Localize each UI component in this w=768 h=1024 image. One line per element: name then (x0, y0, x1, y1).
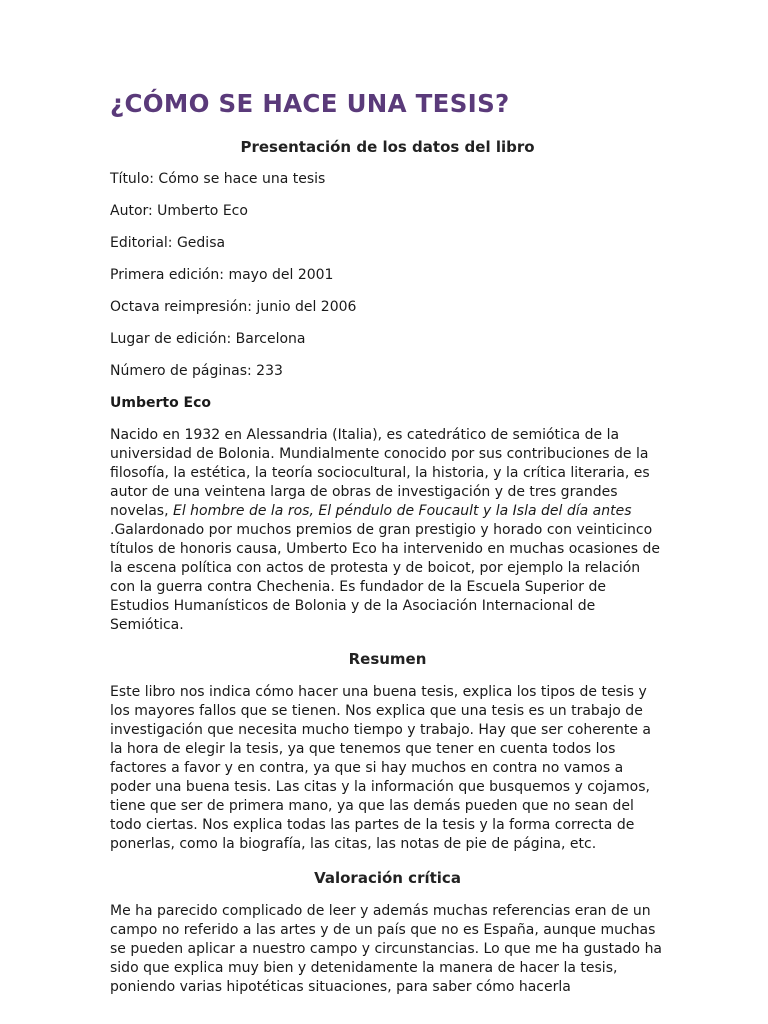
author-bio-part1: Nacido en 1932 en Alessandria (Italia), es catedrático de semiótica de la universidad de Bolonia. Mundialmente conocido por sus contribuciones de la filosofía, la estética, la teoría sociocultural, la historia, y la crítica literaria, es autor de una veintena larga de obras de investigación y de tres grandes novelas, (110, 427, 650, 519)
document-title: ¿CÓMO SE HACE UNA TESIS? (110, 89, 510, 118)
book-data-heading: Presentación de los datos del libro (240, 138, 535, 156)
field-author: Autor: Umberto Eco (110, 203, 248, 219)
field-first-edition: Primera edición: mayo del 2001 (110, 267, 334, 283)
field-title: Título: Cómo se hace una tesis (110, 171, 326, 187)
author-bio (110, 426, 665, 635)
summary-text: Este libro nos indica cómo hacer una buena tesis, explica los tipos de tesis y los mayores fallos que se tienen. Nos explica que una tesis es un trabajo de investigación que necesita mucho tiempo y trabajo. Hay que ser coherente a la hora de elegir la tesis, ya que tenemos que tener en cuenta todos los factores a favor y en contra, ya que si hay muchos en contra no vamos a poder una buena tesis. Las citas y la información que busquemos y cojamos, tiene que ser de primera mano, ya que las demás pueden que no sean del todo ciertas. Nos explica todas las partes de la tesis y la forma correcta de ponerlas, como la biografía, las citas, las notas de pie de página, etc. (110, 684, 651, 852)
field-pages: Número de páginas: 233 (110, 363, 283, 379)
critique-text: Me ha parecido complicado de leer y además muchas referencias eran de un campo no referido a las artes y de un país que no es España, aunque muchas se pueden aplicar a nuestro campo y circunstancias. Lo que me ha gustado ha sido que explica muy bien y detenidamente la manera de hacer la tesis, poniendo varias hipotéticas situaciones, para saber cómo hacerla (110, 903, 663, 995)
critique-heading: Valoración crítica (314, 869, 461, 887)
author-bio-part2: .Galardonado por muchos premios de gran prestigio y horado con veinticinco títulos de honoris causa, Umberto Eco ha intervenido en muchas ocasiones de la escena política con actos de protesta y de boicot, por ejemplo la relación con la guerra contra Chechenia. Es fundador de la Escuela Superior de Estudios Humanísticos de Bolonia y de la Asociación Internacional de Semiótica. (110, 522, 661, 633)
author-bio-novels: El hombre de la ros, El péndulo de Foucault y la Isla del día antes (173, 503, 632, 519)
document-page (110, 86, 665, 997)
author-heading: Umberto Eco (110, 395, 212, 411)
summary-heading: Resumen (348, 650, 427, 668)
field-publisher: Editorial: Gedisa (110, 235, 226, 251)
field-place: Lugar de edición: Barcelona (110, 331, 306, 347)
field-reprint: Octava reimpresión: junio del 2006 (110, 299, 357, 315)
